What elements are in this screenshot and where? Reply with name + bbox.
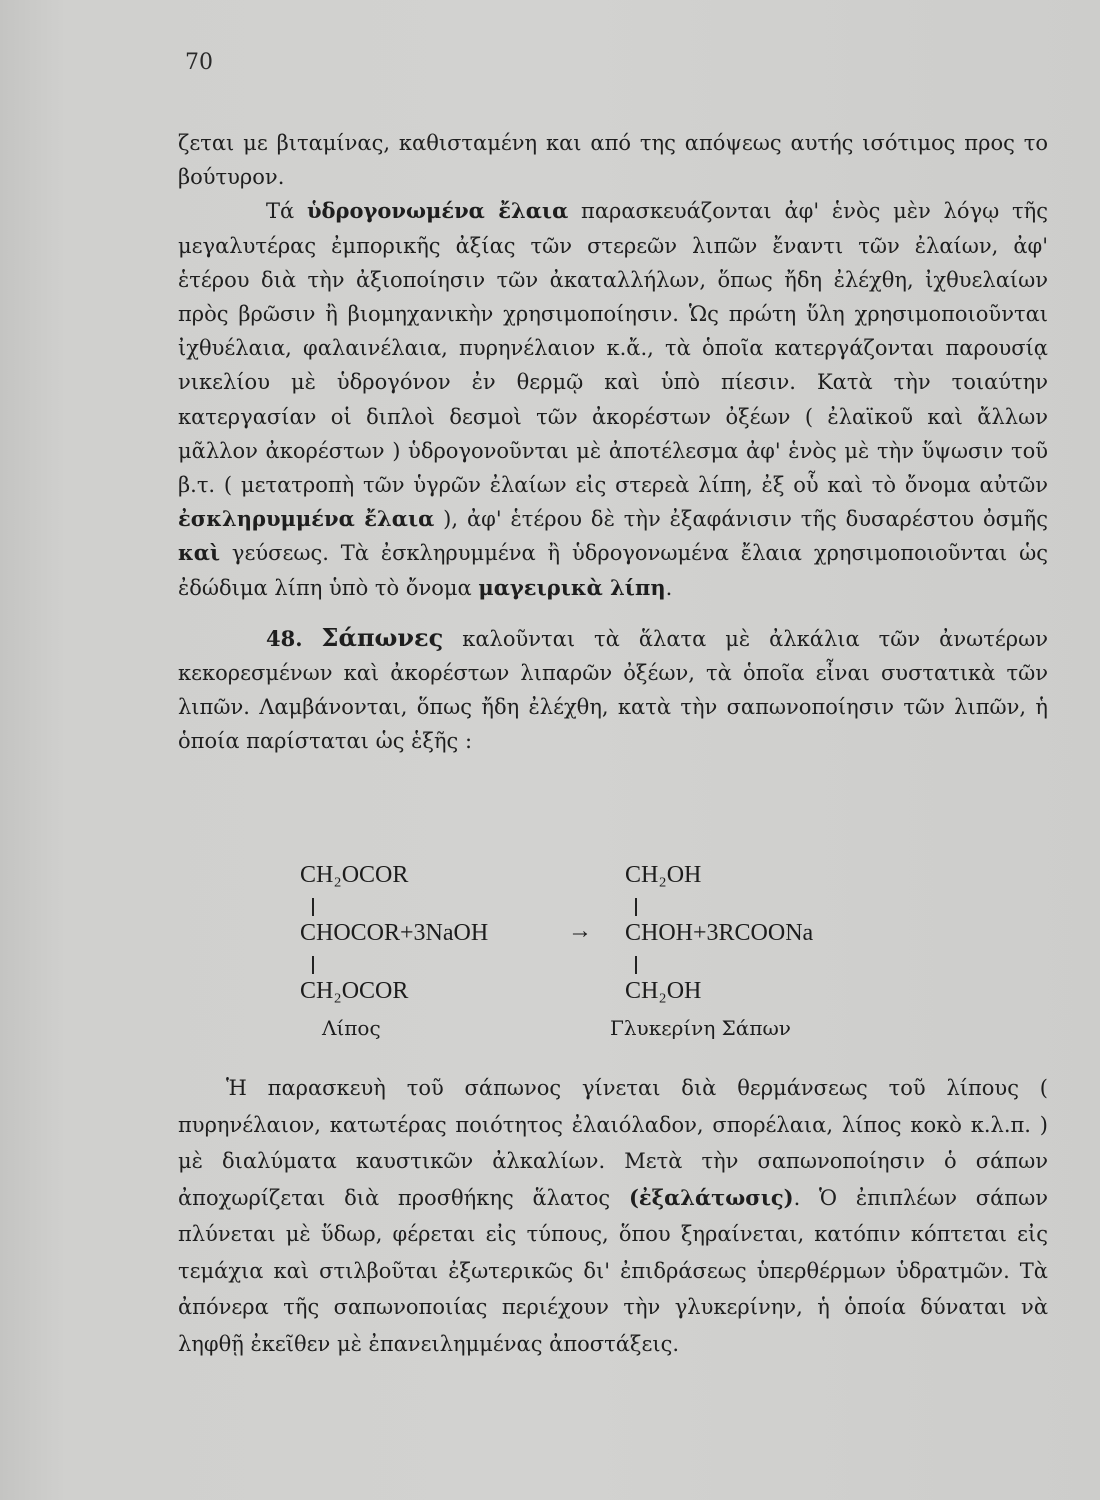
- text-segment: ), ἀφ' ἑτέρου δὲ τὴν ἐξαφάνισιν τῆς δυσαρέστου ὀσμῆς: [434, 507, 1049, 532]
- text-segment: Ἡ παρασκευὴ τοῦ σάπωνος γίνεται διὰ θερμάνσεως τοῦ λίπους ( πυρηνέλαιον, κατωτέρας ποιότητος ἐλαιόλαδον, σπορέλαια, λίπος κοκὸ κ.λ.π. ) μὲ διαλύματα καυστικῶν ἀλκαλίων. Μετὰ τὴν σαπωνοποίησιν ὁ σάπων ἀποχωρίζεται διὰ προσθήκης ἅλατος: [178, 1076, 1048, 1210]
- label-glycerin-soap: Γλυκερίνη Σάπων: [610, 1016, 791, 1040]
- bond-line: [635, 956, 637, 974]
- term-and: καὶ: [178, 540, 221, 566]
- bond-line: [312, 898, 314, 916]
- paragraph-soap-preparation: [178, 1070, 1048, 1362]
- term-hydrogenated-oils: ὑδρογονωμένα ἔλαια: [306, 198, 569, 224]
- text-segment: . Ὁ ἐπιπλέων σάπων πλύνεται μὲ ὕδωρ, φέρεται εἰς τύπους, ὅπου ξηραίνεται, κατόπιν κόπτεται εἰς τεμάχια καὶ στιλβοῦται ἐξωτερικῶς δι' ἐπιδράσεως ὑπερθέρμων ὑδρατμῶν. Τὰ ἀπόνερα τῆς σαπωνοποιίας περιέχουν τὴν γλυκερίνην, ἡ ὁποία δύναται νὰ ληφθῇ ἐκεῖθεν μὲ ἐπανειλημμένας ἀποστάξεις.: [178, 1185, 1048, 1356]
- term-cooking-fats: μαγειρικὰ λίπη: [478, 574, 666, 600]
- reactant-middle: CHOCOR+3NaOH: [300, 920, 489, 946]
- label-fat: Λίπος: [322, 1016, 381, 1040]
- bond-line: [312, 956, 314, 974]
- reaction-arrow: →: [568, 918, 592, 944]
- bond-line: [635, 898, 637, 916]
- page-number: 70: [185, 50, 213, 75]
- body-text: [178, 126, 1048, 759]
- saponification-equation: [300, 862, 940, 1062]
- term-hardened-oils: ἐσκληρυμμένα ἔλαια: [178, 506, 435, 532]
- paragraph-hydrogenated-oils: [178, 194, 1048, 604]
- text-segment: .: [665, 575, 673, 600]
- text-segment: παρασκευάζονται ἀφ' ἑνὸς μὲν λόγῳ τῆς μεγαλυτέρας ἐμπορικῆς ἀξίας τῶν στερεῶν λιπῶν ἔναντι τῶν ἐλαίων, ἀφ' ἑτέρου διὰ τὴν ἀξιοποίησιν τῶν ἀκαταλλήλων, ὅπως ἤδη ἐλέχθη, ἰχθυελαίων πρὸς βρῶσιν ἢ βιομηχανικὴν χρησιμοποίησιν. Ὡς πρώτη ὕλη χρησιμοποιοῦνται ἰχθυέλαια, φαλαινέλαια, πυρηνέλαιον κ.ἄ., τὰ ὁποῖα κατεργάζονται παρουσίᾳ νικελίου μὲ ὑδρογόνον ἐν θερμῷ καὶ ὑπὸ πίεσιν. Κατὰ τὴν τοιαύτην κατεργασίαν οἱ διπλοὶ δεσμοὶ τῶν ἀκορέστων ὀξέων ( ἐλαϊκοῦ καὶ ἄλλων μᾶλλον ἀκορέστων ) ὑδρογονοῦνται μὲ ἀποτέλεσμα ἀφ' ἑνὸς μὲ τὴν ὕψωσιν τοῦ β.τ. ( μετατροπὴ τῶν ὑγρῶν ἐλαίων εἰς στερεὰ λίπη, ἐξ οὗ καὶ τὸ ὄνομα αὐτῶν: [178, 199, 1048, 498]
- product-top: CH₂OH: [625, 862, 702, 888]
- reactant-bottom: CH₂OCOR: [300, 978, 409, 1004]
- text-segment: γεύσεως. Τὰ ἐσκληρυμμένα ἢ ὑδρογονωμένα ἔλαια χρησιμοποιοῦνται ὡς ἐδώδιμα λίπη ὑπὸ τὸ ὄνομα: [178, 541, 1048, 600]
- text-segment: καλοῦνται τὰ ἅλατα μὲ ἀλκάλια τῶν ἀνωτέρων κεκορεσμένων καὶ ἀκορέστων λιπαρῶν ὀξέων, τὰ ὁποῖα εἶναι συστατικὰ τῶν λιπῶν. Λαμβάνονται, ὅπως ἤδη ἐλέχθη, κατὰ τὴν σαπωνοποίησιν τῶν λιπῶν, ἡ ὁποία παρίσταται ὡς ἑξῆς :: [178, 626, 1048, 754]
- product-bottom: CH₂OH: [625, 978, 702, 1004]
- paragraph-continuation: ζεται με βιταμίνας, καθισταμένη και από της απόψεως αυτής ισότιμος προς το βούτυρον.: [178, 131, 1048, 190]
- soap-preparation-text: [178, 1070, 1048, 1362]
- paragraph-soaps: [178, 621, 1048, 759]
- reactant-top: CH₂OCOR: [300, 862, 409, 888]
- text-segment: Τά: [266, 199, 307, 224]
- product-middle: CHOH+3RCOONa: [625, 920, 814, 946]
- section-number: 48.: [266, 625, 303, 651]
- section-title: Σάπωνες: [321, 622, 444, 652]
- term-salting-out: (ἐξαλάτωσις): [628, 1184, 794, 1210]
